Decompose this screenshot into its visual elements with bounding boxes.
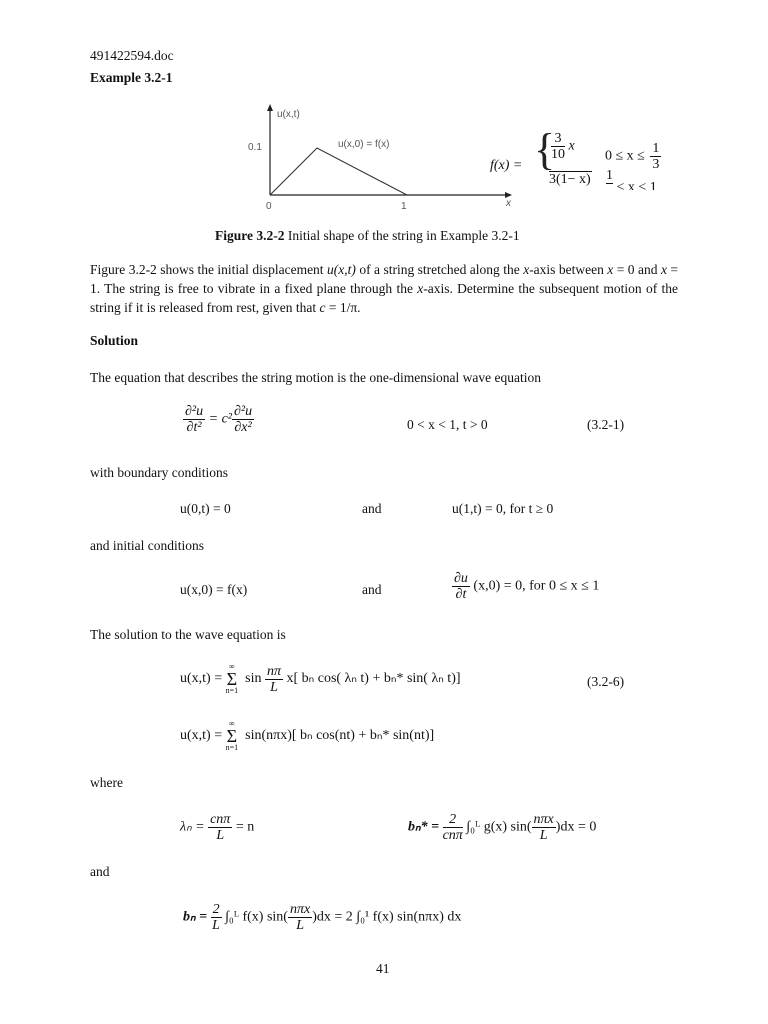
boundary-conditions-intro: with boundary conditions (90, 465, 228, 480)
piecewise-lhs: f(x) = (490, 158, 523, 173)
document-filename: 491422594.doc (90, 48, 174, 63)
piecewise-brace: { (534, 125, 556, 174)
initial-conditions-intro: and initial conditions (90, 538, 204, 553)
equation-number-3-2-6: (3.2-6) (587, 674, 625, 689)
boundary-conditions-and: and (362, 501, 382, 516)
peak-value-label: 0.1 (248, 142, 262, 153)
wave-equation-domain: 0 < x < 1, t > 0 (407, 417, 488, 432)
equation-number-3-2-1: (3.2-1) (587, 417, 625, 432)
string-shape-line (270, 148, 407, 195)
solution-intro: The solution to the wave equation is (90, 627, 286, 642)
wave-equation-intro: The equation that describes the string motion is the one-dimensional wave equation (90, 370, 542, 385)
example-title: Example 3.2-1 (90, 70, 173, 85)
boundary-condition-left: u(0,t) = 0 (180, 501, 231, 516)
initial-velocity-condition: $\frac{\partial u}{\partial t}$ (x,0) = 0, for 0 ≤ x ≤ 1 (454, 571, 600, 602)
y-axis-label: u(x,t) (277, 109, 300, 120)
problem-statement: Figure 3.2-2 shows the initial displacement u(x,t) of a string stretched along the x-axis between x = 0 and x = 1. The string is free to vibrate in a fixed plane through the x-axis. Determine the subsequent motion of the string if it is released from rest, given that c = 1/π. (90, 262, 678, 315)
curve-label: u(x,0) = f(x) (338, 139, 390, 150)
page-number: 41 (376, 961, 390, 976)
y-axis-arrow (267, 104, 273, 111)
piecewise-case-2-condition: 1 < x < 1 (606, 168, 657, 190)
origin-label: 0 (266, 201, 272, 212)
bn-star-equation: bₙ* = $\frac{2}{\text{cnπ}}$ ∫₀ᴸ g(x) sin( $\frac{\text{nπx}}{L}$ )dx = 0 (408, 812, 597, 843)
initial-displacement-condition: u(x,0) = f(x) (180, 582, 248, 597)
solution-heading: Solution (90, 333, 139, 348)
bn-equation: bₙ = $\frac{2}{L}$ ∫₀ᴸ f(x) sin( $\frac{\text{nπx}}{L}$ )dx = 2 ∫₀¹ f(x) sin(nπx) dx (183, 902, 462, 933)
piecewise-case-1-condition: 0 ≤ x ≤ $\frac{1}{3}$ (605, 141, 660, 172)
boundary-condition-right: u(1,t) = 0, for t ≥ 0 (452, 501, 554, 516)
piecewise-case-2: 3(1− x) (549, 172, 591, 187)
general-solution-equation: u(x,t) = ∞ Σ n=1 sin $\frac{n\pi}{L}$ x[ bₙ cos( λₙ t) + bₙ* sin( λₙ t)] (180, 662, 461, 695)
lambda-equation: λₙ = $\frac{\text{cnπ}}{L}$ = n (180, 812, 255, 843)
initial-conditions-and: and (362, 582, 382, 597)
wave-equation: $\frac{\text{∂²u}}{\text{∂t²}}$ = c² $\frac{\text{∂²u}}{\text{∂x²}}$ (185, 404, 253, 435)
x-axis-label: x (506, 198, 511, 209)
where-label: where (90, 775, 123, 790)
piecewise-case-1: $\frac{3}{10}$ x (551, 131, 575, 162)
x-tick-label: 1 (401, 201, 407, 212)
figure-caption: Figure 3.2-2 Initial shape of the string in Example 3.2-1 (215, 228, 520, 243)
and-label: and (90, 864, 110, 879)
simplified-solution-equation: u(x,t) = ∞ Σ n=1 sin(nπx)[ bₙ cos(nt) + bₙ* sin(nt)] (180, 719, 435, 752)
